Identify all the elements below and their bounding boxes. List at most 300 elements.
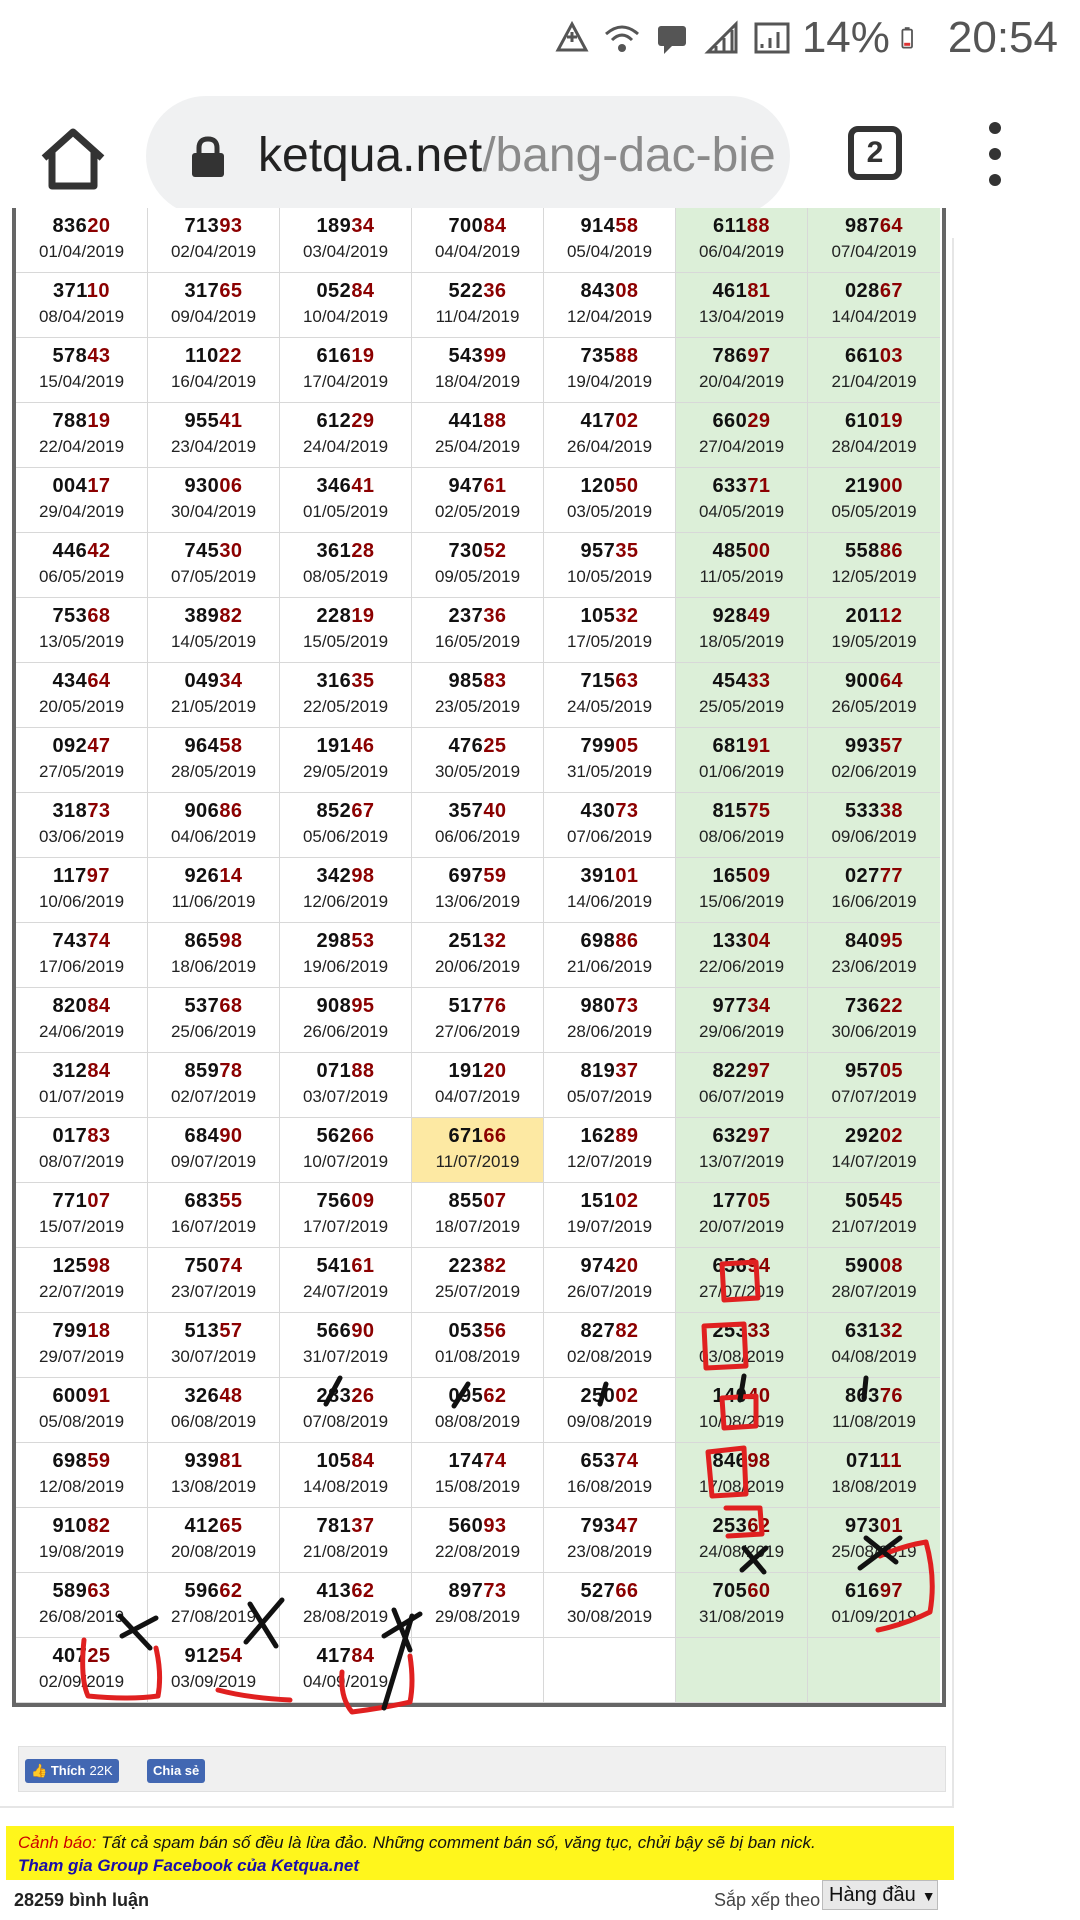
result-date: 09/07/2019 bbox=[170, 1152, 257, 1171]
result-date: 17/07/2019 bbox=[302, 1217, 389, 1236]
result-number-tail: 93 bbox=[219, 215, 243, 237]
result-number bbox=[808, 403, 940, 433]
result-number-tail: 88 bbox=[746, 215, 770, 237]
result-number-head: 250 bbox=[580, 1385, 616, 1407]
result-number-head: 162 bbox=[580, 1125, 616, 1147]
result-cell bbox=[148, 533, 280, 598]
result-number bbox=[280, 1248, 411, 1278]
result-date: 08/06/2019 bbox=[698, 827, 785, 846]
result-date: 29/05/2019 bbox=[302, 762, 389, 781]
result-cell bbox=[412, 533, 544, 598]
result-number-tail: 60 bbox=[747, 1580, 771, 1602]
result-number bbox=[676, 403, 807, 433]
result-number-tail: 63 bbox=[615, 670, 639, 692]
result-date: 21/04/2019 bbox=[831, 372, 917, 391]
result-date: 24/04/2019 bbox=[302, 437, 389, 456]
result-number bbox=[148, 468, 279, 498]
result-cell bbox=[16, 1053, 148, 1118]
tab-switcher-button[interactable]: 2 bbox=[848, 126, 902, 180]
result-cell bbox=[16, 1313, 148, 1378]
result-cell bbox=[16, 403, 148, 468]
result-number-head: 947 bbox=[448, 475, 484, 497]
result-number-head: 820 bbox=[52, 995, 88, 1017]
result-number-tail: 99 bbox=[483, 345, 507, 367]
sort-select[interactable] bbox=[822, 1880, 938, 1910]
result-number-head: 253 bbox=[712, 1515, 748, 1537]
result-number-tail: 90 bbox=[219, 1125, 243, 1147]
result-number-head: 049 bbox=[184, 670, 220, 692]
result-cell bbox=[676, 533, 808, 598]
result-date: 28/07/2019 bbox=[831, 1282, 917, 1301]
result-number-head: 596 bbox=[184, 1580, 220, 1602]
result-number bbox=[808, 598, 940, 628]
result-date: 18/08/2019 bbox=[831, 1477, 917, 1496]
page-content bbox=[0, 215, 1080, 1920]
result-number-tail: 37 bbox=[351, 1515, 375, 1537]
result-number-head: 417 bbox=[580, 410, 616, 432]
result-number-head: 177 bbox=[712, 1190, 748, 1212]
result-number-head: 859 bbox=[184, 1060, 220, 1082]
result-number bbox=[544, 1118, 675, 1148]
result-date: 20/04/2019 bbox=[698, 372, 785, 391]
result-date: 26/08/2019 bbox=[38, 1607, 125, 1626]
result-date: 24/05/2019 bbox=[566, 697, 653, 716]
result-number-head: 631 bbox=[844, 1320, 880, 1342]
result-cell bbox=[412, 1508, 544, 1573]
result-number bbox=[544, 858, 675, 888]
result-number-tail: 34 bbox=[747, 995, 771, 1017]
result-date: 04/06/2019 bbox=[170, 827, 257, 846]
result-number bbox=[280, 1573, 411, 1603]
result-number-tail: 07 bbox=[483, 1190, 507, 1212]
result-cell bbox=[412, 338, 544, 403]
result-number bbox=[412, 1183, 543, 1213]
result-number-tail: 59 bbox=[483, 865, 507, 887]
result-number-tail: 64 bbox=[879, 215, 904, 237]
result-number bbox=[148, 728, 279, 758]
result-cell bbox=[676, 1573, 808, 1638]
result-number-tail: 62 bbox=[483, 1385, 507, 1407]
result-date: 02/08/2019 bbox=[566, 1347, 653, 1366]
result-date: 12/05/2019 bbox=[831, 567, 917, 586]
result-date: 03/06/2019 bbox=[38, 827, 125, 846]
result-number bbox=[148, 403, 279, 433]
result-date: 10/05/2019 bbox=[566, 567, 653, 586]
result-number-tail: 19 bbox=[351, 345, 375, 367]
result-number bbox=[412, 1508, 543, 1538]
result-date: 22/05/2019 bbox=[302, 697, 389, 716]
result-number-tail: 97 bbox=[86, 865, 110, 887]
result-number bbox=[148, 1443, 279, 1473]
result-date: 08/04/2019 bbox=[38, 307, 125, 326]
result-date: 23/05/2019 bbox=[434, 697, 521, 716]
result-cell bbox=[280, 793, 412, 858]
result-number bbox=[676, 663, 807, 693]
result-date: 05/07/2019 bbox=[566, 1087, 653, 1106]
result-number bbox=[808, 923, 940, 953]
home-icon[interactable] bbox=[38, 124, 108, 194]
result-number bbox=[148, 1248, 279, 1278]
result-cell bbox=[808, 1248, 940, 1313]
sort-label: Sắp xếp theo bbox=[714, 1890, 821, 1910]
result-number-head: 292 bbox=[844, 1125, 880, 1147]
result-number-tail: 78 bbox=[219, 1060, 243, 1082]
result-number bbox=[808, 1053, 940, 1083]
result-date: 20/06/2019 bbox=[434, 957, 521, 976]
result-cell bbox=[412, 858, 544, 923]
result-cell bbox=[676, 598, 808, 663]
result-number-head: 957 bbox=[580, 540, 616, 562]
results-table bbox=[12, 208, 946, 1707]
result-cell bbox=[280, 273, 412, 338]
result-number-head: 840 bbox=[844, 930, 880, 952]
result-number-head: 110 bbox=[184, 345, 219, 367]
result-date: 27/07/2019 bbox=[698, 1282, 785, 1301]
result-date: 18/05/2019 bbox=[698, 632, 785, 651]
result-date: 19/08/2019 bbox=[38, 1542, 125, 1561]
result-number-tail: 66 bbox=[483, 1125, 507, 1147]
result-date: 27/04/2019 bbox=[698, 437, 785, 456]
result-number bbox=[16, 1313, 147, 1343]
result-date: 31/07/2019 bbox=[302, 1347, 389, 1366]
result-number-head: 610 bbox=[844, 410, 880, 432]
result-number bbox=[148, 663, 279, 693]
wifi-icon bbox=[602, 18, 642, 58]
result-number-head: 822 bbox=[712, 1060, 748, 1082]
result-number-tail: 86 bbox=[219, 800, 243, 822]
result-number bbox=[16, 1248, 147, 1278]
result-cell bbox=[412, 403, 544, 468]
result-number bbox=[808, 273, 940, 303]
like-label: Thích bbox=[50, 1763, 86, 1778]
result-number-head: 560 bbox=[448, 1515, 484, 1537]
result-number-head: 980 bbox=[580, 995, 616, 1017]
result-number-head: 957 bbox=[844, 1060, 880, 1082]
result-cell bbox=[808, 338, 940, 403]
result-cell bbox=[16, 468, 148, 533]
result-number bbox=[544, 208, 675, 238]
result-number bbox=[412, 208, 543, 238]
result-date: 06/04/2019 bbox=[698, 242, 785, 261]
result-number-tail: 95 bbox=[351, 995, 375, 1017]
result-date: 15/06/2019 bbox=[698, 892, 785, 911]
result-number-tail: 20 bbox=[615, 1255, 639, 1277]
result-number bbox=[808, 208, 940, 238]
result-number bbox=[544, 1053, 675, 1083]
result-date: 30/05/2019 bbox=[434, 762, 521, 781]
result-cell bbox=[148, 858, 280, 923]
url-text bbox=[258, 126, 776, 186]
result-number-tail: 98 bbox=[351, 865, 375, 887]
result-date: 29/04/2019 bbox=[38, 502, 125, 521]
result-date: 23/04/2019 bbox=[170, 437, 257, 456]
result-cell bbox=[148, 1638, 280, 1703]
url-host: ketqua.net bbox=[258, 129, 483, 182]
result-date: 28/06/2019 bbox=[566, 1022, 653, 1041]
result-number-tail: 11 bbox=[879, 1450, 902, 1472]
overflow-menu-icon[interactable] bbox=[980, 122, 1010, 186]
result-number bbox=[676, 1248, 807, 1278]
result-date: 19/07/2019 bbox=[566, 1217, 653, 1236]
result-cell bbox=[148, 1118, 280, 1183]
result-date: 18/06/2019 bbox=[170, 957, 257, 976]
result-number-head: 705 bbox=[712, 1580, 748, 1602]
result-cell bbox=[544, 793, 676, 858]
result-number-head: 028 bbox=[844, 280, 880, 302]
result-number-head: 476 bbox=[448, 735, 484, 757]
result-date: 01/04/2019 bbox=[38, 242, 125, 261]
result-number bbox=[544, 403, 675, 433]
result-cell bbox=[676, 988, 808, 1053]
result-number bbox=[148, 273, 279, 303]
result-number-head: 219 bbox=[844, 475, 880, 497]
result-number-head: 750 bbox=[184, 1255, 220, 1277]
result-date: 09/04/2019 bbox=[170, 307, 257, 326]
result-number bbox=[148, 1118, 279, 1148]
result-number-tail: 84 bbox=[87, 1060, 111, 1082]
result-number-tail: 30 bbox=[219, 540, 243, 562]
result-number bbox=[676, 533, 807, 563]
result-cell bbox=[16, 1508, 148, 1573]
result-number-head: 819 bbox=[580, 1060, 616, 1082]
result-number-head: 071 bbox=[316, 1060, 352, 1082]
result-number-head: 004 bbox=[52, 475, 88, 497]
result-number bbox=[148, 338, 279, 368]
result-date: 16/06/2019 bbox=[831, 892, 917, 911]
result-number bbox=[280, 1313, 411, 1343]
result-number-tail: 05 bbox=[615, 735, 639, 757]
result-number-tail: 63 bbox=[87, 1580, 111, 1602]
result-number-tail: 40 bbox=[483, 800, 507, 822]
result-cell bbox=[544, 1378, 676, 1443]
result-date: 27/06/2019 bbox=[434, 1022, 521, 1041]
result-number-tail: 57 bbox=[879, 735, 904, 757]
result-cell bbox=[808, 598, 940, 663]
result-date: 29/06/2019 bbox=[698, 1022, 785, 1041]
result-date: 30/08/2019 bbox=[566, 1607, 653, 1626]
result-number-tail: 29 bbox=[747, 410, 771, 432]
result-cell bbox=[148, 988, 280, 1053]
result-number-head: 298 bbox=[316, 930, 352, 952]
result-date: 17/08/2019 bbox=[698, 1477, 785, 1496]
warning-banner bbox=[6, 1826, 954, 1880]
sort-value: Hàng đầu bbox=[829, 1884, 916, 1906]
result-number-tail: 08 bbox=[879, 1255, 904, 1277]
result-date: 17/06/2019 bbox=[38, 957, 125, 976]
result-cell bbox=[544, 598, 676, 663]
result-cell bbox=[280, 1248, 412, 1313]
result-date: 22/07/2019 bbox=[38, 1282, 125, 1301]
result-number-head: 855 bbox=[448, 1190, 484, 1212]
result-date: 30/04/2019 bbox=[170, 502, 257, 521]
result-cell bbox=[148, 1443, 280, 1508]
result-number bbox=[676, 598, 807, 628]
result-number-tail: 88 bbox=[351, 1060, 375, 1082]
result-date: 13/08/2019 bbox=[170, 1477, 257, 1496]
result-cell bbox=[412, 1248, 544, 1313]
result-date: 05/04/2019 bbox=[566, 242, 653, 261]
result-number bbox=[544, 1248, 675, 1278]
result-cell bbox=[544, 728, 676, 793]
result-number-tail: 28 bbox=[351, 540, 375, 562]
result-number-head: 357 bbox=[448, 800, 484, 822]
result-number bbox=[808, 663, 940, 693]
result-number-tail: 32 bbox=[615, 605, 639, 627]
result-date: 04/04/2019 bbox=[434, 242, 521, 261]
result-cell bbox=[676, 663, 808, 728]
result-date: 10/04/2019 bbox=[302, 307, 389, 326]
result-cell bbox=[148, 1248, 280, 1313]
result-number bbox=[148, 1378, 279, 1408]
result-number bbox=[412, 1573, 543, 1603]
result-number bbox=[808, 1378, 940, 1408]
result-number-tail: 25 bbox=[87, 1645, 111, 1667]
result-number-tail: 38 bbox=[879, 800, 904, 822]
result-number bbox=[280, 338, 411, 368]
result-number-tail: 22 bbox=[218, 345, 242, 367]
result-number bbox=[412, 1248, 543, 1278]
result-number bbox=[412, 533, 543, 563]
result-cell bbox=[544, 533, 676, 598]
result-number bbox=[280, 923, 411, 953]
result-number-tail: 62 bbox=[747, 1515, 771, 1537]
result-number bbox=[544, 728, 675, 758]
result-number-tail: 37 bbox=[615, 1060, 639, 1082]
result-date: 16/04/2019 bbox=[170, 372, 257, 391]
result-cell bbox=[280, 858, 412, 923]
result-number-head: 743 bbox=[52, 930, 88, 952]
result-number-tail: 55 bbox=[219, 1190, 243, 1212]
result-cell bbox=[544, 1443, 676, 1508]
result-number bbox=[412, 728, 543, 758]
result-number-head: 053 bbox=[448, 1320, 484, 1342]
result-date: 15/04/2019 bbox=[38, 372, 125, 391]
result-date: 28/08/2019 bbox=[302, 1607, 389, 1626]
result-date: 13/04/2019 bbox=[698, 307, 785, 326]
result-number-tail: 41 bbox=[219, 410, 243, 432]
result-number bbox=[808, 793, 940, 823]
result-number-head: 632 bbox=[712, 1125, 748, 1147]
result-cell bbox=[544, 1053, 676, 1118]
result-number-tail: 02 bbox=[615, 1385, 639, 1407]
result-number-tail: 88 bbox=[483, 410, 507, 432]
result-date: 01/09/2019 bbox=[831, 1607, 917, 1626]
result-number bbox=[676, 273, 807, 303]
result-number-tail: 97 bbox=[747, 345, 771, 367]
result-number-head: 611 bbox=[712, 215, 747, 237]
result-number-tail: 20 bbox=[87, 215, 111, 237]
result-number-tail: 73 bbox=[615, 995, 639, 1017]
result-number-head: 312 bbox=[52, 1060, 88, 1082]
result-cell bbox=[16, 1118, 148, 1183]
result-number bbox=[412, 1053, 543, 1083]
result-number-tail: 12 bbox=[879, 605, 903, 627]
result-date: 07/07/2019 bbox=[831, 1087, 917, 1106]
result-number bbox=[148, 988, 279, 1018]
result-number-tail: 71 bbox=[747, 475, 771, 497]
result-number-tail: 74 bbox=[87, 930, 111, 952]
result-number bbox=[412, 793, 543, 823]
result-cell bbox=[16, 1378, 148, 1443]
result-cell bbox=[280, 533, 412, 598]
status-icons bbox=[552, 8, 1058, 68]
result-date: 11/05/2019 bbox=[699, 567, 784, 586]
result-number-head: 843 bbox=[580, 280, 616, 302]
facebook-share-button[interactable]: Chia sẻ bbox=[147, 1759, 205, 1783]
result-number-head: 656 bbox=[712, 1255, 748, 1277]
result-number-tail: 56 bbox=[483, 1320, 507, 1342]
result-number bbox=[544, 1183, 675, 1213]
facebook-group-link[interactable]: Tham gia Group Facebook của Ketqua.net bbox=[18, 1856, 359, 1875]
result-number-tail: 73 bbox=[615, 800, 639, 822]
result-number-tail: 33 bbox=[747, 670, 771, 692]
result-date: 13/05/2019 bbox=[38, 632, 125, 651]
result-number-head: 781 bbox=[316, 1515, 352, 1537]
result-date: 17/04/2019 bbox=[302, 372, 389, 391]
result-date: 12/08/2019 bbox=[38, 1477, 125, 1496]
result-number bbox=[412, 598, 543, 628]
result-cell bbox=[808, 1508, 940, 1573]
result-number-tail: 97 bbox=[747, 1125, 771, 1147]
result-number-head: 700 bbox=[448, 215, 484, 237]
result-number bbox=[412, 1443, 543, 1473]
result-number-tail: 32 bbox=[483, 930, 507, 952]
result-cell bbox=[676, 1183, 808, 1248]
result-cell bbox=[148, 1508, 280, 1573]
result-number-head: 151 bbox=[580, 1190, 616, 1212]
result-number bbox=[808, 728, 940, 758]
divider bbox=[0, 1806, 954, 1808]
result-date: 07/06/2019 bbox=[566, 827, 653, 846]
warning-label: Cảnh báo: bbox=[18, 1833, 97, 1852]
result-cell bbox=[148, 1183, 280, 1248]
result-cell bbox=[808, 728, 940, 793]
result-number-tail: 84 bbox=[483, 215, 507, 237]
result-number bbox=[676, 338, 807, 368]
result-number-head: 653 bbox=[580, 1450, 616, 1472]
result-cell bbox=[808, 1053, 940, 1118]
result-number bbox=[16, 403, 147, 433]
result-number-head: 985 bbox=[448, 670, 484, 692]
result-number bbox=[16, 728, 147, 758]
result-number-tail: 58 bbox=[219, 735, 243, 757]
result-number-tail: 67 bbox=[351, 800, 375, 822]
result-number bbox=[16, 663, 147, 693]
result-number bbox=[16, 1378, 147, 1408]
result-number-head: 434 bbox=[52, 670, 88, 692]
url-bar[interactable] bbox=[146, 96, 790, 216]
battery-icon bbox=[900, 18, 924, 58]
result-number-head: 745 bbox=[184, 540, 220, 562]
result-number-head: 987 bbox=[844, 215, 880, 237]
facebook-like-button[interactable]: 👍 Thích 22K bbox=[25, 1759, 119, 1783]
result-number bbox=[544, 793, 675, 823]
result-cell bbox=[412, 793, 544, 858]
result-number bbox=[16, 1443, 147, 1473]
result-cell bbox=[148, 468, 280, 533]
result-number-tail: 73 bbox=[87, 800, 111, 822]
result-number-head: 120 bbox=[580, 475, 616, 497]
result-date: 02/05/2019 bbox=[434, 502, 521, 521]
result-date: 03/09/2019 bbox=[170, 1672, 257, 1691]
status-time: 20:54 bbox=[947, 13, 1058, 62]
result-number-head: 430 bbox=[580, 800, 616, 822]
result-number-tail: 22 bbox=[879, 995, 904, 1017]
result-cell bbox=[16, 598, 148, 663]
result-number bbox=[148, 1183, 279, 1213]
result-date: 05/05/2019 bbox=[831, 502, 917, 521]
result-cell bbox=[280, 988, 412, 1053]
